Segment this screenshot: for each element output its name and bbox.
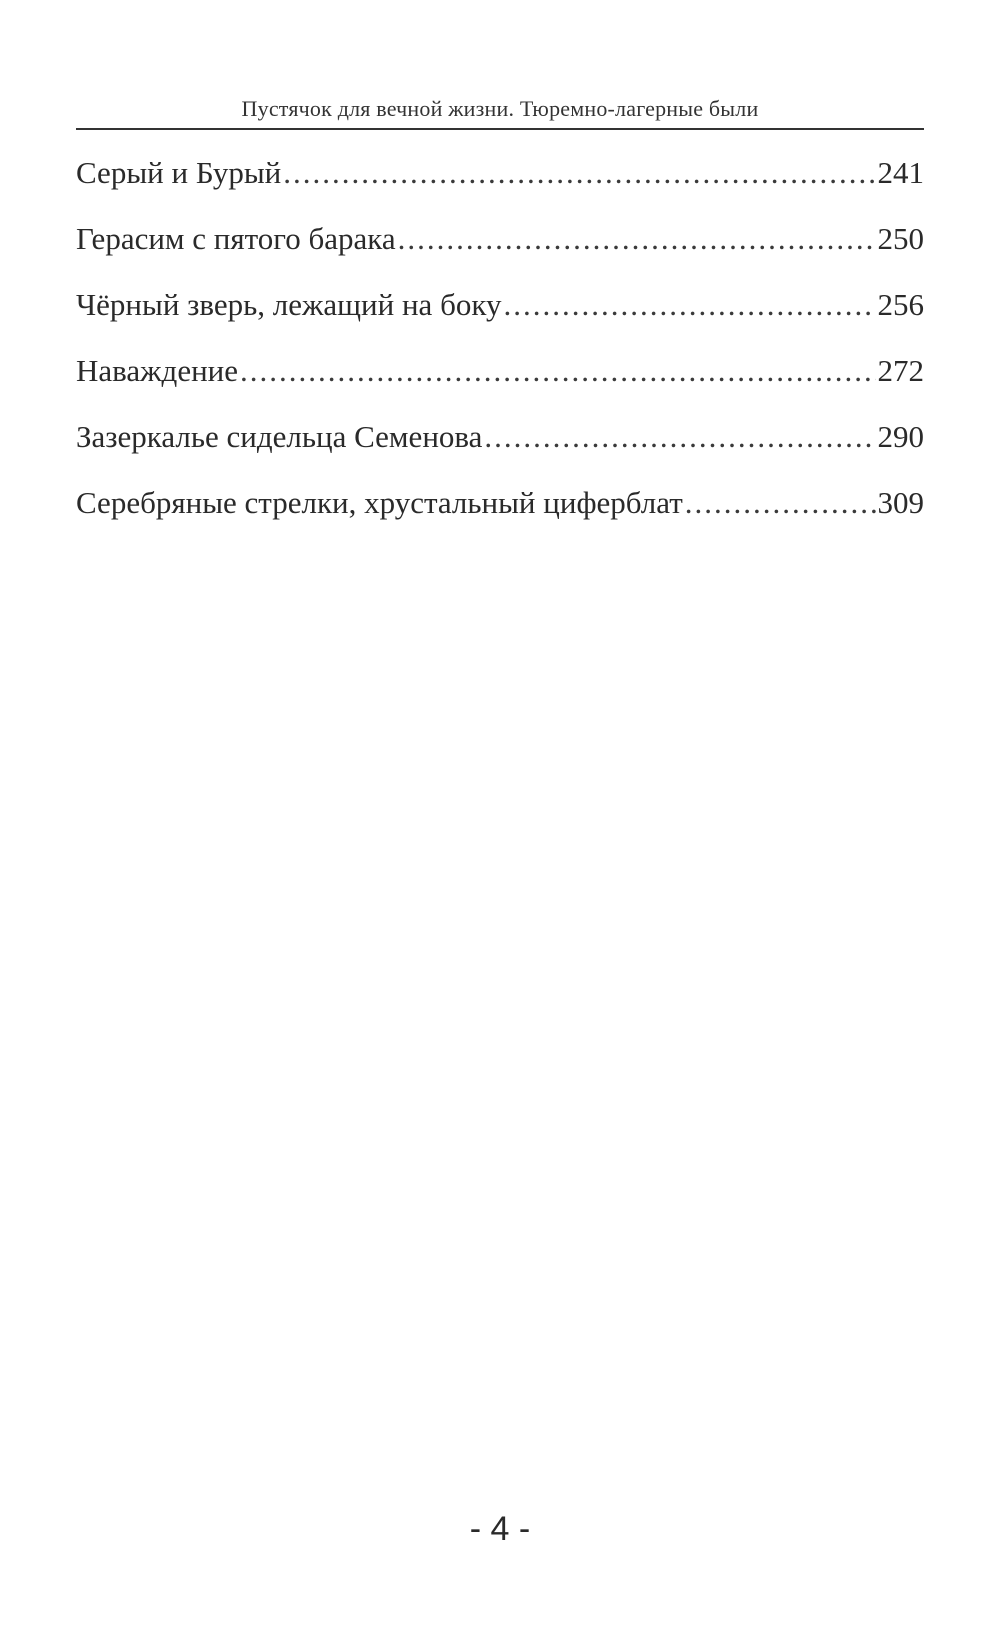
header-rule: [76, 128, 924, 130]
toc-entry-title: Наваждение: [76, 353, 239, 388]
toc-entry-page: 250: [877, 221, 924, 256]
toc-entry-page: 272: [877, 353, 924, 388]
toc-entry-title: Чёрный зверь, лежащий на боку: [76, 287, 502, 322]
toc-dot-leader: [240, 353, 875, 389]
running-header: Пустячок для вечной жизни. Тюремно-лагерные были: [241, 96, 759, 121]
toc-entry-page: 290: [877, 419, 924, 454]
toc-entry-page: 241: [877, 155, 924, 190]
toc-dot-leader: [398, 221, 876, 257]
toc-entry[interactable]: [76, 155, 924, 221]
page-number: - 4 -: [469, 1510, 531, 1548]
toc-entry-title: Герасим с пятого барака: [76, 221, 396, 256]
toc-entry[interactable]: [76, 287, 924, 353]
toc-dot-leader: [484, 419, 875, 455]
table-of-contents: [76, 155, 924, 551]
toc-entry[interactable]: [76, 221, 924, 287]
toc-entry[interactable]: [76, 353, 924, 419]
toc-entry-title: Серый и Бурый: [76, 155, 282, 190]
toc-entry[interactable]: [76, 485, 924, 551]
toc-entry-page: 256: [877, 287, 924, 322]
toc-dot-leader: [503, 287, 875, 323]
toc-entry[interactable]: [76, 419, 924, 485]
toc-entry-title: Зазеркалье сидельца Семенова: [76, 419, 483, 454]
toc-entry-page: 309: [877, 485, 924, 520]
toc-entry-title: Серебряные стрелки, хрустальный циферблат: [76, 485, 683, 520]
toc-dot-leader: [685, 485, 876, 521]
toc-dot-leader: [283, 155, 875, 191]
